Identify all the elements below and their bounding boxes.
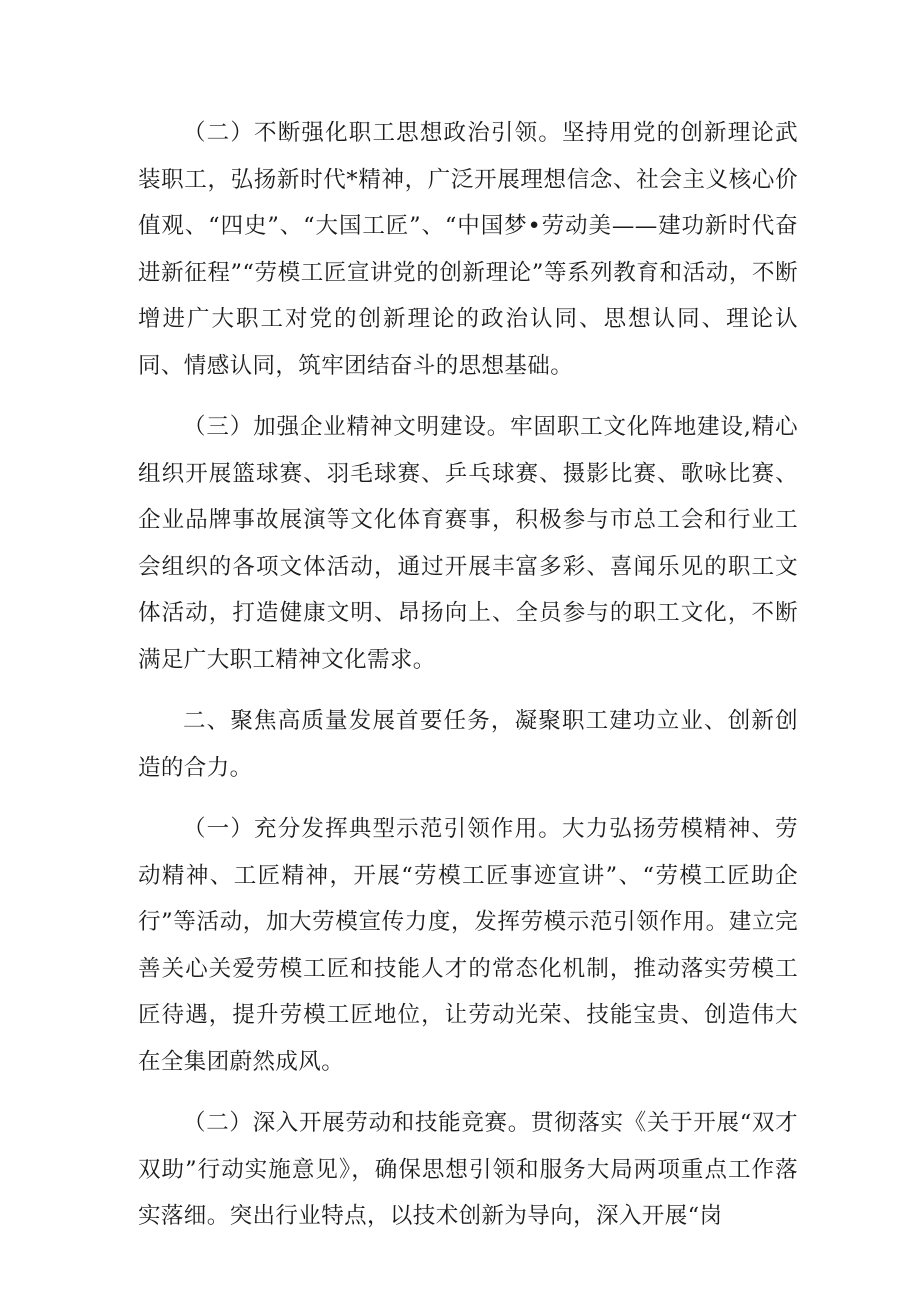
document-body: [138, 110, 798, 1240]
paragraph-section-3-item-2: （二）深入开展劳动和技能竞赛。贯彻落实《关于开展“双才双助”行动实施意见》，确保思想引领和服务大局两项重点工作落实落细。突出行业特点，以技术创新为导向，深入开展“岗: [138, 1110, 798, 1229]
paragraph-section-3-item-1: （一）充分发挥典型示范引领作用。大力弘扬劳模精神、劳动精神、工匠精神，开展“劳模工匠事迹宣讲”、“劳模工匠助企行”等活动，加大劳模宣传力度，发挥劳模示范引领作用。建立完善关心关爱劳模工匠和技能人才的常态化机制，推动落实劳模工匠待遇，提升劳模工匠地位，让劳动光荣、技能宝贵、创造伟大在全集团蔚然成风。: [138, 816, 798, 1075]
paragraph-section-2-item-3: （三）加强企业精神文明建设。牢固职工文化阵地建设,精心组织开展篮球赛、羽毛球赛、乒乓球赛、摄影比赛、歌咏比赛、企业品牌事故展演等文化体育赛事，积极参与市总工会和行业工会组织的各项文体活动，通过开展丰富多彩、喜闻乐见的职工文体活动，打造健康文明、昂扬向上、全员参与的职工文化，不断满足广大职工精神文化需求。: [138, 414, 798, 673]
paragraph-section-2-item-2: （二）不断强化职工思想政治引领。坚持用党的创新理论武装职工，弘扬新时代*精神，广泛开展理想信念、社会主义核心价值观、“四史”、“大国工匠”、“中国梦•劳动美——建功新时代奋进新征程”“劳模工匠宣讲党的创新理论”等系列教育和活动，不断增进广大职工对党的创新理论的政治认同、思想认同、理论认同、情感认同，筑牢团结奋斗的思想基础。: [138, 120, 798, 379]
section-heading-2: 二、聚焦高质量发展首要任务，凝聚职工建功立业、创新创造的合力。: [138, 708, 798, 781]
